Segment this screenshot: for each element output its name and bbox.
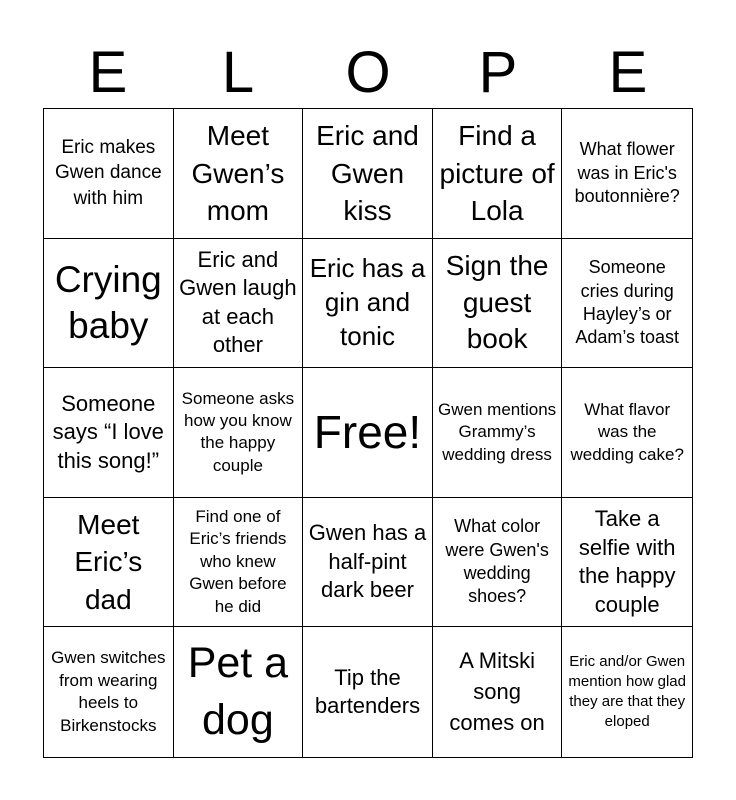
bingo-cell [303, 239, 433, 369]
cell-text: Take a selfie with the happy couple [578, 505, 676, 617]
bingo-cell [174, 239, 304, 369]
cell-text: Pet a dog [187, 639, 289, 745]
bingo-cell [562, 368, 692, 498]
bingo-cell [174, 627, 304, 757]
cell-text: What color were Gwen's wedding shoes? [445, 516, 549, 607]
bingo-cell [303, 368, 433, 498]
cell-text: Meet Eric’s dad [74, 509, 143, 615]
bingo-cell [433, 627, 563, 757]
bingo-cell [303, 498, 433, 628]
bingo-cell [44, 109, 174, 239]
bingo-header [43, 38, 693, 108]
bingo-cell [433, 109, 563, 239]
cell-text: Tip the bartenders [314, 664, 421, 719]
cell-text: Someone cries during Hayley’s or Adam’s toast [575, 257, 680, 348]
header-letter-e2: E [608, 40, 648, 105]
bingo-cell [174, 109, 304, 239]
cell-text: Eric and Gwen laugh at each other [179, 246, 297, 358]
bingo-cell [303, 627, 433, 757]
bingo-cell [44, 498, 174, 628]
cell-text: Gwen mentions Grammy’s wedding dress [438, 399, 557, 464]
header-letter-o: O [345, 40, 391, 105]
cell-text: Eric makes Gwen dance with him [54, 136, 162, 210]
cell-text: What flower was in Eric's boutonnière? [574, 139, 680, 206]
cell-text: Crying baby [54, 258, 162, 346]
cell-text: Eric has a gin and tonic [309, 253, 426, 351]
cell-text: Someone says “I love this song!” [52, 390, 164, 473]
bingo-cell [174, 368, 304, 498]
bingo-board [43, 108, 693, 758]
free-space: Free! [313, 405, 422, 458]
cell-text: A Mitski song comes on [449, 648, 545, 735]
bingo-cell [303, 109, 433, 239]
bingo-cell [562, 239, 692, 369]
cell-text: Gwen switches from wearing heels to Birkenstocks [51, 648, 166, 735]
bingo-cell [562, 627, 692, 757]
cell-text: Meet Gwen’s mom [191, 120, 285, 226]
header-letter-p: P [478, 40, 518, 105]
bingo-cell [433, 239, 563, 369]
cell-text: Find one of Eric’s friends who knew Gwen before he did [189, 507, 287, 616]
cell-text: Eric and/or Gwen mention how glad they are that they eloped [568, 652, 686, 731]
cell-text: Someone asks how you know the happy couple [181, 388, 295, 475]
header-letter-e1: E [88, 40, 128, 105]
bingo-cell [44, 627, 174, 757]
bingo-cell [433, 498, 563, 628]
bingo-cell [562, 109, 692, 239]
cell-text: Find a picture of Lola [439, 120, 555, 226]
cell-text: Eric and Gwen kiss [316, 120, 419, 226]
bingo-cell [433, 368, 563, 498]
bingo-cell [174, 498, 304, 628]
bingo-cell [562, 498, 692, 628]
cell-text: Gwen has a half-pint dark beer [308, 520, 427, 603]
cell-text: What flavor was the wedding cake? [570, 399, 684, 464]
bingo-cell [44, 239, 174, 369]
header-letter-l: L [221, 40, 255, 105]
bingo-cell [44, 368, 174, 498]
cell-text: Sign the guest book [445, 250, 549, 355]
